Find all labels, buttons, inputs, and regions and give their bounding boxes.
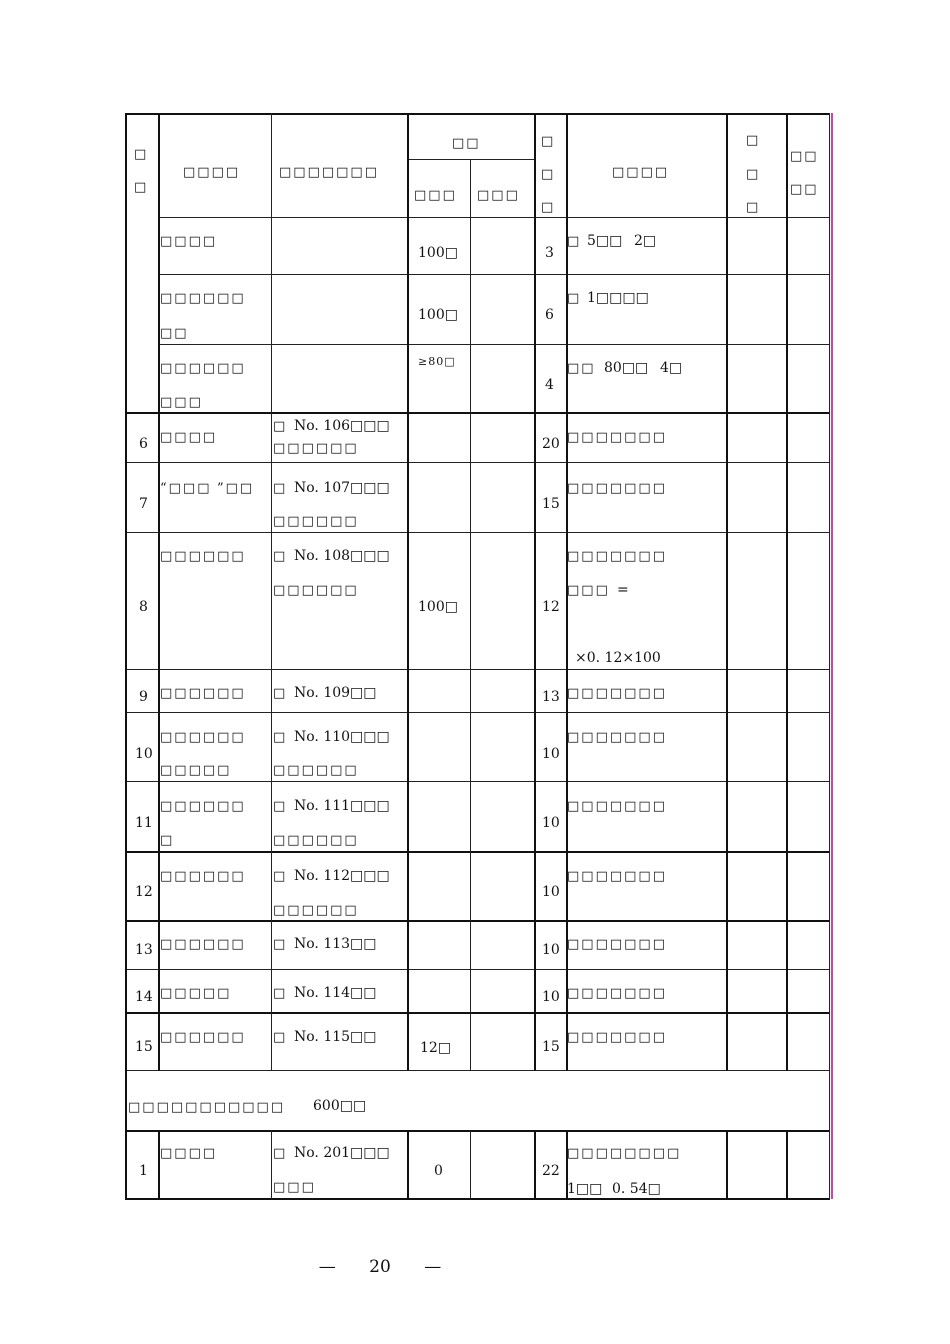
row-method: 5□□ [587,233,623,249]
row-basis: □ [273,1146,288,1161]
row-basis: □□□□□□ [273,763,359,778]
row-item: □□ [160,326,189,341]
header-final-2: □□ [790,182,819,197]
row-method: 1□□□□ [587,290,649,306]
header-points-1: □ [541,134,556,149]
row-item: □□□□ [160,1146,218,1161]
row-basis: □□□□□□ [273,583,359,598]
row-basis: No. 110□□□ [294,729,390,745]
row-method: □□□□□□□ [567,481,667,496]
row-item: “□□□ [160,481,212,496]
row-basis: No. 201□□□ [294,1145,390,1161]
row-number: 9 [139,689,148,705]
row-basis: No. 112□□□ [294,868,390,884]
row-method: 0. 54□ [612,1181,661,1197]
row-basis: □□□□□□ [273,903,359,918]
row-method: □□□□□□□ [567,549,667,564]
row-method: □□□ [567,583,610,598]
row-method: □□□□□□□ [567,937,667,952]
section-label: □□□□□□□□□□□ [128,1100,286,1115]
header-basis: □□□□□□□ [279,165,379,180]
row-number: 14 [135,989,153,1005]
row-points: 10 [542,884,560,900]
row-basis: □ [273,869,288,884]
row-method: = [617,582,629,598]
header-target: □□ [452,136,481,151]
row-points: 4 [545,377,554,393]
row-item: □□□□□□ [160,686,246,701]
row-basis: □ [273,549,288,564]
row-item: □□□□□ [160,986,232,1001]
row-item: □□□□□□ [160,799,246,814]
row-target: 0 [434,1163,443,1179]
header-points-3: □ [541,200,556,215]
row-points: 13 [542,689,560,705]
row-number: 6 [139,436,148,452]
row-basis: No. 106□□□ [294,418,390,434]
row-item: □□□□□ [160,763,232,778]
row-item: □□□□□□ [160,361,246,376]
row-target: 12□ [420,1040,452,1056]
header-index-2: □ [134,180,149,195]
header-target-sub1: □□□ [414,188,457,203]
row-points: 10 [542,746,560,762]
row-points: 15 [542,496,560,512]
row-method: 4□ [660,360,683,376]
header-method: □□□□ [612,165,670,180]
header-self-2: □ [746,167,761,182]
row-basis: □ [273,937,288,952]
row-method: □□□□□□□ [567,986,667,1001]
row-item: ”□□ [217,481,255,496]
row-points: 15 [542,1039,560,1055]
header-self-1: □ [746,133,761,148]
row-points: 10 [542,942,560,958]
row-basis: No. 109□□ [294,685,377,701]
row-target: 100□ [418,599,458,615]
row-method: □□□□□□□ [567,1030,667,1045]
row-basis: No. 114□□ [294,985,377,1001]
row-basis: No. 107□□□ [294,480,390,496]
row-basis: □ [273,986,288,1001]
row-basis: □□□□□□ [273,441,359,456]
row-basis: □ [273,481,288,496]
row-item: □□□□□□ [160,1030,246,1045]
row-number: 1 [139,1163,148,1179]
row-points: 3 [545,245,554,261]
row-method: □□□□□□□ [567,686,667,701]
row-target: 100□ [418,245,458,261]
header-final-1: □□ [790,149,819,164]
row-basis: □ [273,799,288,814]
header-item: □□□□ [183,165,241,180]
row-method: □□□□□□□□ [567,1146,682,1161]
page-number: 20 [369,1257,391,1277]
row-points: 20 [542,436,560,452]
row-method: 1□□ [567,1181,603,1197]
row-basis: No. 108□□□ [294,548,390,564]
row-number: 12 [135,884,153,900]
row-basis: □□□□□□ [273,514,359,529]
row-item: □□□□□□ [160,730,246,745]
row-method: □□□□□□□ [567,430,667,445]
header-target-sub2: □□□ [477,188,520,203]
row-basis: No. 115□□ [294,1029,377,1045]
row-number: 10 [135,746,153,762]
header-points-2: □ [541,167,556,182]
row-target: 100□ [418,307,458,323]
row-method: ×0. 12×100 [575,650,661,666]
row-item: □□□□ [160,234,218,249]
row-basis: □ [273,730,288,745]
row-item: □ [160,833,175,848]
row-item: □□□□□□ [160,937,246,952]
row-method: □ [567,291,582,306]
section-value: 600□□ [313,1098,367,1114]
row-item: □□□□□□ [160,869,246,884]
row-method: 2□ [634,233,657,249]
row-item: □□□□□□ [160,291,246,306]
row-basis: □ [273,686,288,701]
row-item: □□□□ [160,430,218,445]
row-number: 11 [135,815,153,831]
row-basis: No. 111□□□ [294,798,390,814]
row-number: 7 [139,496,148,512]
row-method: □□□□□□□ [567,799,667,814]
row-method: □□□□□□□ [567,730,667,745]
footer-dash-right: — [424,1257,442,1277]
row-number: 15 [135,1039,153,1055]
row-basis: No. 113□□ [294,936,377,952]
row-points: 10 [542,989,560,1005]
header-index-1: □ [134,147,149,162]
footer-dash-left: — [318,1257,336,1277]
row-method: 80□□ [604,360,649,376]
row-basis: □□□□□□ [273,833,359,848]
page-margin-line [831,113,833,1199]
row-basis: □□□ [273,1180,316,1195]
row-method: □ [567,234,582,249]
row-method: □□ [567,361,596,376]
row-method: □□□□□□□ [567,869,667,884]
row-points: 10 [542,815,560,831]
row-basis: □ [273,419,288,434]
row-points: 6 [545,307,554,323]
row-points: 12 [542,599,560,615]
row-number: 13 [135,942,153,958]
header-self-3: □ [746,200,761,215]
row-item: □□□□□□ [160,549,246,564]
row-basis: □ [273,1030,288,1045]
row-target: ≥80□ [418,355,456,368]
page-footer [0,1257,760,1277]
row-item: □□□ [160,395,203,410]
row-points: 22 [542,1163,560,1179]
row-number: 8 [139,599,148,615]
